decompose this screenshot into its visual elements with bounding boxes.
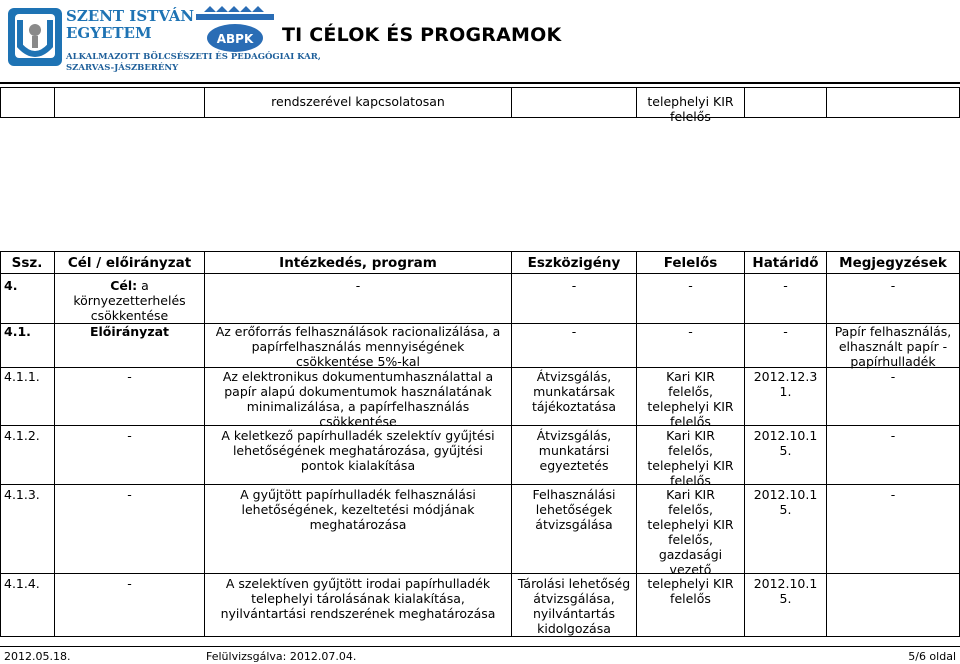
row-4-1-eszkoz: - xyxy=(571,324,577,339)
divider xyxy=(826,87,827,118)
row-4-1-1-cel: - xyxy=(127,369,132,384)
column-header-cel: Cél / előirányzat xyxy=(67,255,192,271)
row-4-cel-rest: a xyxy=(141,278,149,293)
row-4-felelos: - xyxy=(688,278,693,293)
row-4-1-1-intezkedes-line4: csökkentése xyxy=(319,414,397,429)
column-header-megjegyzesek: Megjegyzések xyxy=(839,255,947,271)
row-4-eszkoz: - xyxy=(571,278,577,293)
row-4-1-1-felelos xyxy=(637,369,744,429)
document-title: TI CÉLOK ÉS PROGRAMOK xyxy=(282,24,562,46)
divider xyxy=(826,251,827,637)
prev-row-felelos-line2: felelős xyxy=(670,109,711,124)
divider xyxy=(0,87,960,88)
row-4-1-1-intezkedes-line1: Az elektronikus dokumentumhasználattal a xyxy=(222,369,494,384)
row-4-1-2-eszkoz-line1: Átvizsgálás, xyxy=(536,428,612,443)
row-4-1-4-ssz: 4.1.4. xyxy=(4,576,40,591)
divider xyxy=(0,251,1,637)
row-4-1-3-cel: - xyxy=(127,487,132,502)
divider xyxy=(0,117,960,118)
document-header xyxy=(0,0,960,82)
row-4-1-1-felelos-line2: felelős, xyxy=(668,384,713,399)
divider xyxy=(0,573,960,574)
row-4-1-4-felelos xyxy=(637,576,744,606)
row-4-1-4-hatarido-line1: 2012.10.1 xyxy=(753,576,818,591)
row-4-1-2-eszkoz xyxy=(512,428,636,473)
faculty-name-line2: SZARVAS-JÁSZBERÉNY xyxy=(66,63,179,73)
row-4-1-4-intezkedes-line2: telephelyi tárolásának kialakítása, xyxy=(251,591,465,606)
divider xyxy=(0,273,960,274)
row-4-1-2-felelos-line3: telephelyi KIR xyxy=(647,458,734,473)
row-4-1-intezkedes xyxy=(205,324,511,369)
divider xyxy=(0,636,960,637)
row-4-1-megj xyxy=(827,324,959,369)
faculty-name xyxy=(66,52,321,74)
row-4-1-3-intezkedes-line3: meghatározása xyxy=(309,517,407,532)
row-4-1-4-felelos-line1: telephelyi KIR xyxy=(647,576,734,591)
row-4-1-1-felelos-line1: Kari KIR xyxy=(666,369,715,384)
row-4-1-2-felelos-line4: felelős xyxy=(670,473,711,488)
divider xyxy=(0,484,960,485)
row-4-1-2-intezkedes-line2: lehetőségének meghatározása, gyűjtési xyxy=(232,443,484,458)
row-4-1-3-felelos-line2: felelős, xyxy=(668,502,713,517)
row-4-1-1-eszkoz-line3: tájékoztatása xyxy=(531,399,617,414)
row-4-1-3-felelos-line4: felelős, xyxy=(668,532,713,547)
row-4-1-3-eszkoz xyxy=(512,487,636,532)
row-4-cel xyxy=(55,278,204,323)
row-4-cel-line3: csökkentése xyxy=(90,308,169,323)
row-4-cel-label: Cél: xyxy=(110,278,138,293)
row-4-1-4-felelos-line2: felelős xyxy=(670,591,711,606)
row-4-1-1-eszkoz xyxy=(512,369,636,414)
abpk-badge-text: ABPK xyxy=(216,32,254,46)
row-4-1-1-megj: - xyxy=(890,369,896,384)
prev-row-felelos xyxy=(637,94,744,124)
row-4-1-4-intezkedes-line3: nyilvántartási rendszerének meghatározása xyxy=(220,606,496,621)
row-4-cel-line2: környezetterhelés xyxy=(73,293,186,308)
row-4-1-1-intezkedes xyxy=(205,369,511,429)
divider xyxy=(0,251,960,252)
row-4-1-2-hatarido-line1: 2012.10.1 xyxy=(753,428,818,443)
column-header-felelos: Felelős xyxy=(663,255,718,271)
row-4-1-3-ssz: 4.1.3. xyxy=(4,487,40,502)
row-4-1-2-eszkoz-line2: munkatársi xyxy=(538,443,610,458)
row-4-1-intezkedes-line1: Az erőforrás felhasználások racionalizálása, a xyxy=(215,324,501,339)
row-4-1-2-hatarido-line2: 5. xyxy=(779,443,792,458)
row-4-1-3-eszkoz-line3: átvizsgálása xyxy=(535,517,613,532)
row-4-1-felelos: - xyxy=(688,324,693,339)
column-header-hatarido: Határidő xyxy=(752,255,819,271)
row-4-1-1-intezkedes-line2: papír alapú dokumentumok használatának xyxy=(224,384,492,399)
row-4-1-3-hatarido-line2: 5. xyxy=(779,502,792,517)
divider xyxy=(0,87,1,118)
row-4-1-3-hatarido xyxy=(745,487,826,517)
column-header-ssz: Ssz. xyxy=(11,255,43,271)
divider xyxy=(54,87,55,118)
row-4-1-megj-line2: elhasznált papír - xyxy=(838,339,948,354)
footer-date: 2012.05.18. xyxy=(4,650,71,663)
row-4-1-3-felelos-line5: gazdasági xyxy=(658,547,723,562)
row-4-1-megj-line1: Papír felhasználás, xyxy=(834,324,952,339)
row-4-1-2-eszkoz-line3: egyeztetés xyxy=(539,458,609,473)
row-4-1-1-eszkoz-line1: Átvizsgálás, xyxy=(536,369,612,384)
university-name-line2: EGYETEM xyxy=(66,24,152,42)
row-4-1-3-intezkedes-line2: lehetőségének, kezeltetési módjának xyxy=(241,502,475,517)
row-4-megj: - xyxy=(890,278,896,293)
prev-row-felelos-line1: telephelyi KIR xyxy=(647,94,734,109)
university-name-line1: SZENT ISTVÁN xyxy=(66,7,195,25)
row-4-1-3-eszkoz-line1: Felhasználási xyxy=(532,487,616,502)
row-4-1-2-felelos-line2: felelős, xyxy=(668,443,713,458)
row-4-intezkedes: - xyxy=(355,278,361,293)
row-4-1-3-felelos-line6: vezető xyxy=(669,562,712,577)
row-4-1-4-eszkoz-line2: átvizsgálása, xyxy=(533,591,615,606)
row-4-1-hatarido: - xyxy=(783,324,788,339)
row-4-1-2-felelos-line1: Kari KIR xyxy=(666,428,715,443)
prev-row-intezkedes: rendszerével kapcsolatosan xyxy=(271,94,445,109)
row-4-1-2-hatarido xyxy=(745,428,826,458)
row-4-1-2-intezkedes-line3: pontok kialakítása xyxy=(300,458,416,473)
university-name xyxy=(66,8,194,42)
divider xyxy=(511,87,512,118)
abpk-logo-icon xyxy=(190,6,280,54)
row-4-1-1-felelos-line3: telephelyi KIR xyxy=(647,399,734,414)
row-4-1-1-hatarido-line1: 2012.12.3 xyxy=(753,369,818,384)
row-4-1-4-intezkedes-line1: A szelektíven gyűjtött irodai papírhulladék xyxy=(225,576,491,591)
faculty-name-line1: ALKALMAZOTT BÖLCSÉSZETI ÉS PEDAGÓGIAI KAR, xyxy=(66,52,321,62)
row-4-ssz: 4. xyxy=(4,278,18,293)
row-4-1-ssz: 4.1. xyxy=(4,324,31,339)
row-4-1-3-hatarido-line1: 2012.10.1 xyxy=(753,487,818,502)
row-4-1-1-hatarido-line2: 1. xyxy=(779,384,792,399)
row-4-1-1-intezkedes-line3: minimalizálása, a papírfelhasználás xyxy=(246,399,470,414)
row-4-1-2-megj: - xyxy=(890,428,896,443)
row-4-1-2-intezkedes-line1: A keletkező papírhulladék szelektív gyűjtési xyxy=(221,428,495,443)
row-4-1-4-eszkoz-line1: Tárolási lehetőség xyxy=(517,576,631,591)
row-4-1-2-intezkedes xyxy=(205,428,511,473)
row-4-1-2-ssz: 4.1.2. xyxy=(4,428,40,443)
row-4-1-intezkedes-line2: papírfelhasználás mennyiségének xyxy=(251,339,465,354)
row-4-1-2-cel: - xyxy=(127,428,132,443)
row-4-1-cel: Előirányzat xyxy=(89,324,170,339)
row-4-1-3-megj: - xyxy=(890,487,896,502)
row-4-1-1-eszkoz-line2: munkatársak xyxy=(533,384,615,399)
row-4-1-3-intezkedes xyxy=(205,487,511,532)
row-4-1-4-hatarido-line2: 5. xyxy=(779,591,792,606)
row-4-1-4-eszkoz-line4: kidolgozása xyxy=(537,621,611,636)
row-4-1-1-felelos-line4: felelős xyxy=(670,414,711,429)
row-4-1-3-felelos xyxy=(637,487,744,577)
row-4-1-3-intezkedes-line1: A gyűjtött papírhulladék felhasználási xyxy=(240,487,476,502)
row-4-1-1-hatarido xyxy=(745,369,826,399)
row-4-1-4-hatarido xyxy=(745,576,826,606)
row-4-1-3-felelos-line1: Kari KIR xyxy=(666,487,715,502)
row-4-1-3-eszkoz-line2: lehetőségek xyxy=(535,502,613,517)
column-header-intezkedes: Intézkedés, program xyxy=(279,255,437,271)
footer-review-date: Felülvizsgálva: 2012.07.04. xyxy=(206,650,357,663)
header-divider xyxy=(0,82,960,84)
row-4-1-3-felelos-line3: telephelyi KIR xyxy=(647,517,734,532)
university-logo-icon xyxy=(6,6,64,68)
row-4-1-1-ssz: 4.1.1. xyxy=(4,369,40,384)
divider xyxy=(744,87,745,118)
row-4-1-megj-line3: papírhulladék xyxy=(850,354,936,369)
row-4-hatarido: - xyxy=(783,278,788,293)
row-4-1-4-cel: - xyxy=(127,576,132,591)
footer-divider xyxy=(0,646,960,647)
column-header-eszkozigeny: Eszközigény xyxy=(527,255,621,271)
row-4-1-4-eszkoz-line3: nyilvántartás xyxy=(532,606,616,621)
row-4-1-4-eszkoz xyxy=(512,576,636,636)
row-4-1-intezkedes-line3: csökkentése 5%-kal xyxy=(296,354,420,369)
row-4-1-2-felelos xyxy=(637,428,744,488)
footer-page-number: 5/6 oldal xyxy=(908,650,956,663)
row-4-1-4-intezkedes xyxy=(205,576,511,621)
